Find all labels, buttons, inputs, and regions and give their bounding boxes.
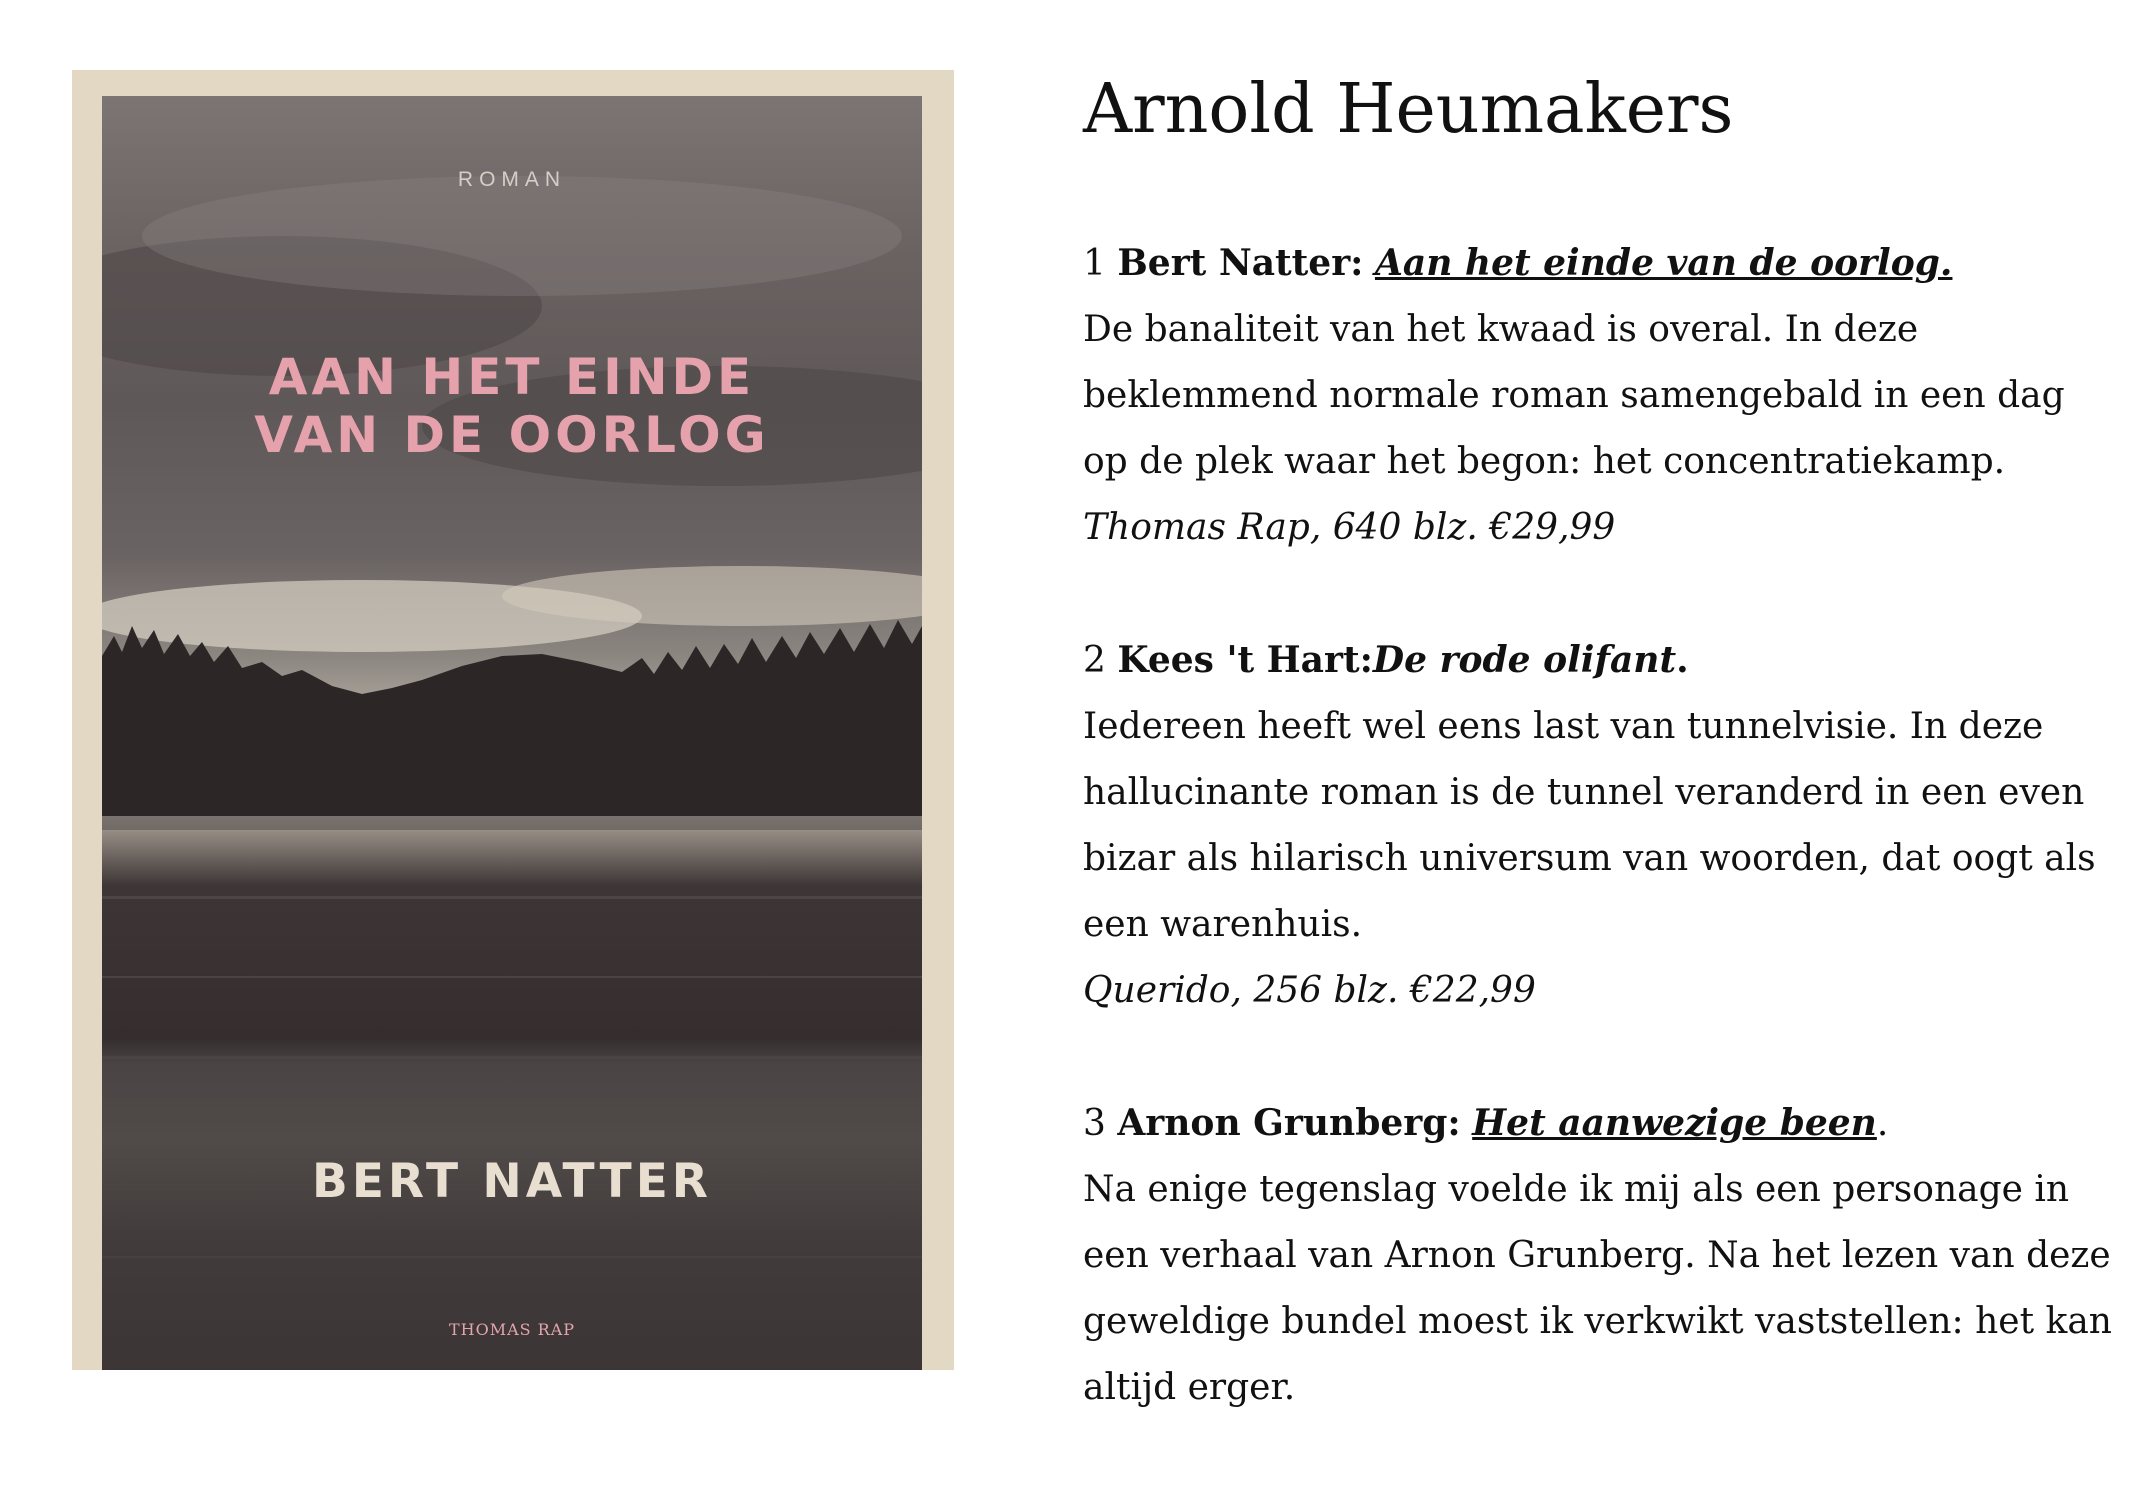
list-item xyxy=(1083,230,2113,561)
cover-title-line: VAN DE OORLOG xyxy=(254,406,770,464)
cover-title-line: AAN HET EINDE xyxy=(268,348,756,406)
entry-heading xyxy=(1083,230,2113,297)
entry-description: Iedereen heeft wel eens last van tunnelvisie. In deze hallucinante roman is de tunnel veranderd in een even bizar als hilarisch universum van woorden, dat oogt als een warenhuis. xyxy=(1083,706,2096,945)
entry-title-punctuation: . xyxy=(1876,1103,1889,1144)
entry-publication-info: Thomas Rap, 640 blz. €29,99 xyxy=(1083,507,1616,548)
book-list xyxy=(1083,230,2113,1421)
article xyxy=(1083,62,2113,1487)
entry-author: Arnon Grunberg: xyxy=(1117,1102,1461,1144)
entry-title-link[interactable]: Aan het einde van de oorlog. xyxy=(1374,242,1953,284)
entry-author: Kees 't Hart: xyxy=(1117,639,1373,681)
cover-author: BERT NATTER xyxy=(312,1154,712,1209)
entry-heading xyxy=(1083,1090,2113,1157)
entry-description: De banaliteit van het kwaad is overal. In deze beklemmend normale roman samengebald in een dag op de plek waar het begon: het concentratiekamp. xyxy=(1083,309,2065,482)
book-cover xyxy=(72,70,954,1370)
list-item xyxy=(1083,1090,2113,1421)
cover-publisher: THOMAS RAP xyxy=(448,1320,576,1339)
entry-description: Na enige tegenslag voelde ik mij als een personage in een verhaal van Arnon Grunberg. Na het lezen van deze geweldige bundel moest ik verkwikt vaststellen: het kan altijd erger. xyxy=(1083,1169,2112,1408)
entry-number: 2 xyxy=(1083,640,1106,681)
entry-heading xyxy=(1083,627,2113,694)
entry-number: 1 xyxy=(1083,243,1106,284)
entry-title-link[interactable]: Het aanwezige been xyxy=(1472,1102,1877,1144)
cover-title xyxy=(102,348,922,464)
entry-title-punctuation: . xyxy=(1676,639,1689,681)
entry-title: De rode olifant xyxy=(1372,639,1677,681)
cover-photo xyxy=(102,96,922,1370)
entry-author: Bert Natter: xyxy=(1117,242,1364,284)
entry-publication-info: Querido, 256 blz. €22,99 xyxy=(1083,970,1536,1011)
cover-genre-label: ROMAN xyxy=(457,168,567,191)
entry-number: 3 xyxy=(1083,1103,1106,1144)
list-item xyxy=(1083,627,2113,1024)
reviewer-name: Arnold Heumakers xyxy=(1083,70,1734,149)
